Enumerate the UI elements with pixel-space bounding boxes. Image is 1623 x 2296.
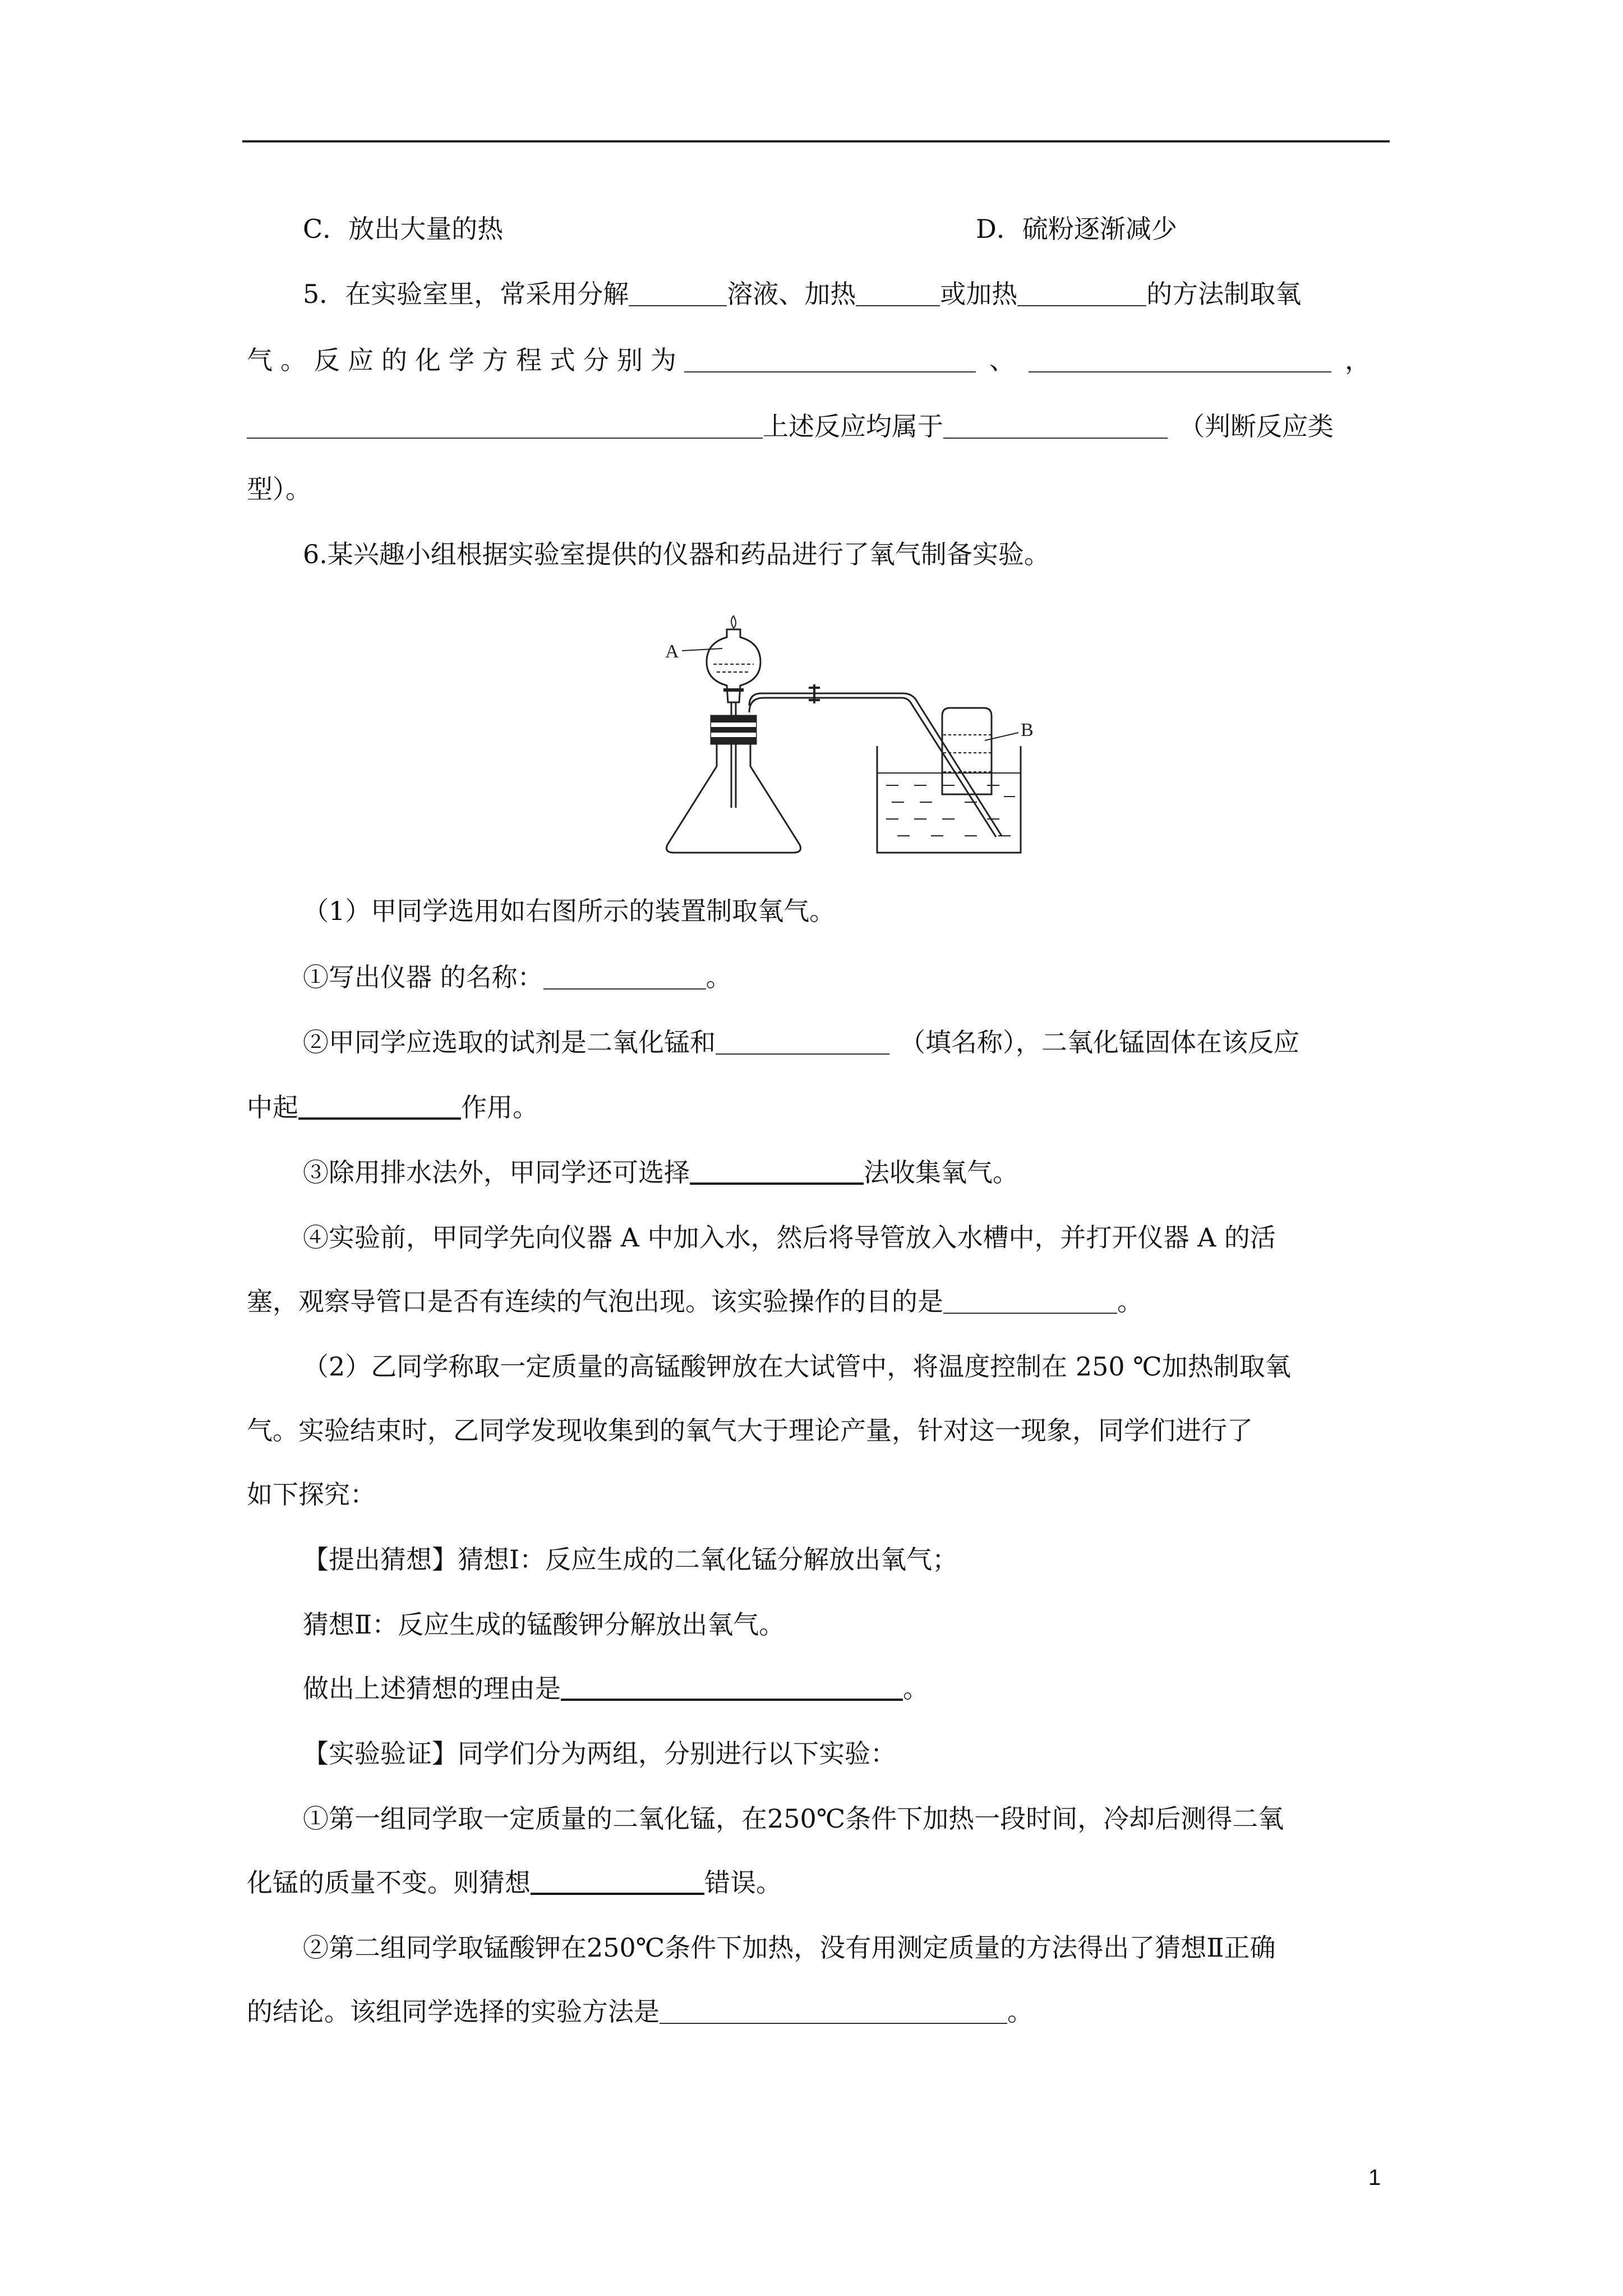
verification-heading (303, 1737, 1447, 1770)
q6-text: 。 (1007, 1996, 1033, 2027)
q5-line-2 (247, 343, 1391, 377)
q6-step1 (303, 960, 1447, 994)
q6-text: 。 (903, 1673, 929, 1704)
q6-step2-b (247, 1091, 1391, 1124)
q5-text: 或加热 (940, 279, 1018, 309)
q6-part1 (303, 894, 1447, 928)
answer-blank[interactable] (856, 279, 940, 306)
q5-text: 气。反应的化学方程式分别为 (247, 345, 684, 375)
q5-text: 5．在实验室里，常采用分解 (303, 279, 629, 309)
hypothesis-1 (303, 1543, 1447, 1576)
q6-text: ②甲同学应选取的试剂是二氧化锰和 (303, 1027, 716, 1057)
label-b: B (1021, 720, 1034, 740)
option-d: D．硫粉逐渐减少 (976, 214, 1177, 244)
q6-text: 。 (1117, 1286, 1143, 1317)
q6-step2-a (303, 1025, 1447, 1059)
q6-text: ④实验前，甲同学先向仪器 A 中加入水，然后将导管放入水槽中，并打开仪器 A 的活 (303, 1222, 1276, 1253)
q6-text: （填名称），二氧化锰固体在该反应 (900, 1027, 1299, 1057)
answer-blank[interactable] (716, 1028, 889, 1055)
equation-blank[interactable] (684, 346, 976, 372)
q6-text: 的结论。该组同学选择的实验方法是 (247, 1996, 660, 2027)
q5-line-3 (247, 409, 1391, 443)
q6-text: 猜想Ⅱ：反应生成的锰酸钾分解放出氧气。 (303, 1609, 785, 1640)
verification-1-a (303, 1802, 1447, 1835)
q5-text: （判断反应类 (1179, 411, 1334, 441)
q6-text: 气。实验结束时，乙同学发现收集到的氧气大于理论产量，针对这一现象，同学们进行了 (247, 1415, 1253, 1446)
q4-options (303, 212, 1447, 246)
q5-text: 溶液、加热 (727, 279, 856, 309)
q6-text: 作用。 (461, 1092, 538, 1122)
q6-text: 法收集氧气。 (864, 1157, 1018, 1188)
q5-text: 型）。 (247, 474, 311, 504)
q6-text: 塞，观察导管口是否有连续的气泡出现。该实验操作的目的是 (247, 1286, 943, 1317)
q6-text: ①写出仪器 的名称： (303, 962, 543, 992)
q6-part2-c (247, 1478, 1391, 1511)
answer-blank[interactable] (660, 1997, 1007, 2024)
q6-step4-a (303, 1221, 1447, 1254)
q6-text: ③除用排水法外，甲同学还可选择 (303, 1157, 690, 1188)
answer-blank[interactable] (690, 1157, 864, 1185)
answer-blank[interactable] (1017, 279, 1146, 306)
answer-blank[interactable] (943, 1287, 1117, 1314)
verification-2-a (303, 1931, 1447, 1964)
q6-text: 中起 (247, 1092, 298, 1122)
answer-blank[interactable] (561, 1673, 903, 1701)
q5-line-1 (303, 277, 1447, 311)
verification-1-b (247, 1866, 1391, 1899)
q5-text: 上述反应均属于 (763, 411, 943, 441)
q6-text: 【提出猜想】猜想Ⅰ：反应生成的二氧化锰分解放出氧气； (303, 1544, 958, 1575)
option-c: C．放出大量的热 (303, 214, 504, 244)
q6-text: ①第一组同学取一定质量的二氧化锰，在250℃条件下加热一段时间，冷却后测得二氧 (303, 1803, 1284, 1834)
q6-text: 做出上述猜想的理由是 (303, 1673, 561, 1704)
q5-text: ， (1345, 345, 1371, 375)
q5-line-4 (247, 472, 1391, 506)
q6-text: 【实验验证】同学们分为两组，分别进行以下实验： (303, 1738, 896, 1769)
answer-blank[interactable] (943, 412, 1168, 439)
answer-blank[interactable] (531, 1867, 704, 1895)
verification-2-b (247, 1995, 1391, 2028)
hypothesis-2 (303, 1608, 1447, 1641)
q6-part2-a (303, 1350, 1447, 1383)
q6-text: 6.某兴趣小组根据实验室提供的仪器和药品进行了氧气制备实验。 (303, 539, 1050, 569)
answer-blank[interactable] (629, 279, 727, 306)
q6-text: ②第二组同学取锰酸钾在250℃条件下加热，没有用测定质量的方法得出了猜想Ⅱ正确 (303, 1932, 1276, 1963)
apparatus-figure (651, 606, 1043, 864)
equation-blank[interactable] (1029, 346, 1331, 372)
q6-intro (303, 537, 1447, 571)
q6-step4-b (247, 1285, 1391, 1318)
q6-text: （1）甲同学选用如右图所示的装置制取氧气。 (303, 896, 836, 926)
q6-text: 错误。 (704, 1867, 782, 1898)
q6-text: （2）乙同学称取一定质量的高锰酸钾放在大试管中，将温度控制在 250 ℃加热制取氧 (303, 1351, 1291, 1382)
hypothesis-reason (303, 1672, 1447, 1705)
answer-blank[interactable] (543, 963, 706, 990)
header-rule (242, 140, 1390, 142)
q6-text: 如下探究： (247, 1479, 376, 1510)
q6-text: 化锰的质量不变。则猜想 (247, 1867, 531, 1898)
label-a: A (665, 641, 679, 662)
q6-text: 。 (706, 962, 732, 992)
separator: 、 (989, 345, 1015, 375)
q6-part2-b (247, 1414, 1391, 1447)
q5-text: 的方法制取氧 (1146, 279, 1302, 309)
page-number: 1 (1368, 2165, 1381, 2190)
q6-step3 (303, 1156, 1447, 1189)
answer-blank[interactable] (298, 1092, 461, 1120)
equation-blank[interactable] (247, 412, 763, 439)
